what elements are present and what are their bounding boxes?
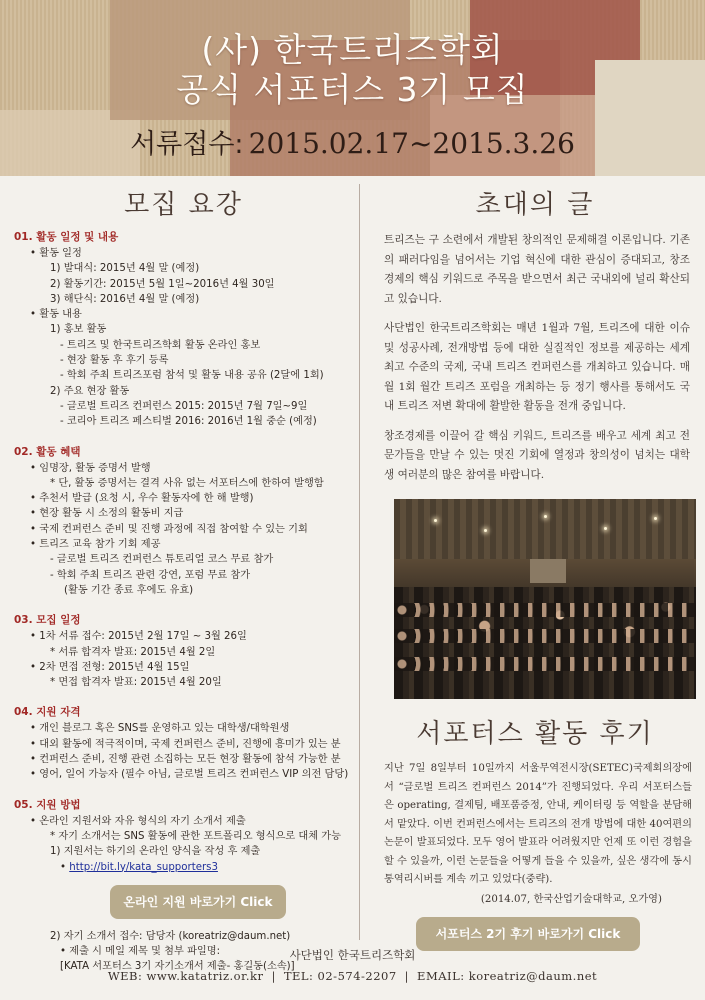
section-schedule-content: [14, 229, 359, 430]
invite-paragraph: 사단법인 한국트리즈학회는 매년 1월과 7월, 트리즈에 대한 이슈 및 성공사례, 전개방법 등에 대한 실질적인 정보를 제공하는 세계 최고 수준의 국제, 국내 트리즈 컨퍼런스를 개최하고 있습니다. 매월 1회 월간 트리즈 포럼을 개최하는 등 정기 행사를 통해서도 국내 트리즈 저변 확대에 활발한 활동을 전개 중입니다.: [384, 322, 690, 412]
invite-title: 초대의 글: [475, 190, 595, 220]
conference-photo: [394, 499, 696, 699]
deadline-value: 2015.02.17~2015.3.26: [248, 127, 575, 160]
footer-contact: [0, 969, 705, 983]
guide-title: 모집 요강: [124, 190, 243, 220]
photo-light: [484, 529, 487, 532]
review-title: 서포터스 활동 후기: [416, 719, 654, 749]
review-paragraph: 지난 7일 8일부터 10일까지 서울무역전시장(SETEC)국제회의장에서 “글로벌 트리즈 컨퍼런스 2014”가 진행되었다. 우리 서포터스들은 operating, 결제팀, 배포품증정, 안내, 케이터링 등 역할을 분담해서 맡았다. 이번 컨퍼런스에서는 트리즈의 전개 방법에 대한 40여편의 논문이 발표되었다. 모두 영어 발표라 어려웠지만 언제 또 이런 경험을 할 수 있을까, 이런 논문들을 어떻게 들을 수 있을까, 싶은 생각에 동시통역리시버를 계속 끼고 있었다(중략).: [384, 763, 692, 885]
list-item: • 트리즈 교육 참가 기회 제공: [30, 539, 161, 551]
apply-form-link[interactable]: http://bit.ly/kata_supporters3: [69, 861, 218, 873]
section-heading: 04. 지원 자격: [14, 706, 81, 719]
footer: [0, 947, 705, 983]
list-item: (활동 기간 종료 후에도 유효): [64, 584, 194, 596]
section-eligibility: [14, 704, 359, 782]
list-item: [KATA 서포터스 3기 자기소개서 제출- 홍길동(소속)]: [60, 961, 295, 973]
list-item: - 학회 주최 트리즈 관련 강연, 포럼 무료 참가: [50, 569, 251, 581]
list-item: • 추천서 발급 (요청 시, 우수 활동자에 한 해 발행): [30, 493, 254, 505]
section-heading: 01. 활동 일정 및 내용: [14, 231, 119, 243]
list-item: • 2차 면접 전형: 2015년 4월 15일: [30, 661, 190, 673]
list-item: - 현장 활동 후 후기 등록: [60, 355, 169, 367]
list-item: • 현장 활동 시 소정의 활동비 지급: [30, 508, 184, 520]
photo-light: [544, 515, 547, 518]
list-item: * 면접 합격자 발표: 2015년 4월 20일: [50, 677, 222, 689]
section-recruit-schedule: [14, 612, 359, 690]
footer-email: EMAIL: koreatriz@daum.net: [417, 969, 598, 983]
list-item: • 제출 시 메일 제목 및 첨부 파일명:: [60, 946, 221, 958]
footer-separator: |: [404, 969, 410, 983]
deadline-label: 서류접수:: [130, 129, 244, 160]
list-item: • 개인 블로그 혹은 SNS를 운영하고 있는 대학생/대학원생: [30, 723, 290, 735]
section-heading: 03. 모집 일정: [14, 614, 81, 627]
list-item: 1) 홍보 활동: [50, 324, 107, 336]
footer-separator: |: [271, 969, 276, 983]
footer-web: WEB: www.katatriz.or.kr: [107, 969, 264, 983]
photo-audience-row: [394, 603, 696, 617]
review-link-button[interactable]: 서포터스 2기 후기 바로가기 Click: [416, 917, 640, 951]
section-benefits: [14, 444, 359, 599]
list-item: • 임명장, 활동 증명서 발행: [30, 462, 151, 474]
invite-paragraph: 창조경제를 이끌어 갈 핵심 키워드, 트리즈를 배우고 세계 최고 전문가들을 만날 수 있는 멋진 기회에 열정과 창의성이 넘치는 대학생 여러분의 많은 참여를 바랍니다.: [384, 429, 690, 481]
list-item: • 영어, 일어 가능자 (필수 아님, 글로벌 트리즈 컨퍼런스 VIP 의전 담당): [30, 769, 349, 781]
list-item: - 글로벌 트리즈 컨퍼런스 튜토리얼 코스 무료 참가: [50, 554, 274, 566]
list-item: * 서류 합격자 발표: 2015년 4월 2일: [50, 646, 216, 658]
section-heading: 02. 활동 혜택: [14, 445, 81, 458]
list-item: 3) 해단식: 2016년 4월 말 (예정): [50, 293, 200, 305]
photo-light: [604, 527, 607, 530]
list-item: 2) 주요 현장 활동: [50, 385, 130, 397]
list-item: 1) 지원서는 하기의 온라인 양식을 작성 후 제출: [50, 846, 261, 858]
header-title-line2: 공식 서포터스 3기 모집: [176, 70, 529, 109]
photo-light: [654, 517, 657, 520]
deadline: [0, 122, 705, 161]
list-item: - 학회 주최 트리즈포럼 참석 및 활동 내용 공유 (2달에 1회): [60, 370, 324, 382]
list-item: • 1차 서류 접수: 2015년 2월 17일 ~ 3월 26일: [30, 631, 247, 643]
footer-org: 사단법인 한국트리즈학회: [289, 948, 416, 962]
photo-stage: [530, 559, 566, 583]
list-item: 1) 발대식: 2015년 4월 말 (예정): [50, 263, 200, 275]
section-heading: 05. 지원 방법: [14, 798, 81, 811]
list-item: • 국제 컨퍼런스 준비 및 진행 과정에 직접 참여할 수 있는 기회: [30, 523, 308, 535]
list-item: * 단, 활동 증명서는 결격 사유 없는 서포터스에 한하여 발행함: [50, 477, 324, 489]
list-item: 2) 자기 소개서 접수: 담당자 (koreatriz@daum.net): [50, 930, 291, 942]
photo-audience-row: [394, 629, 696, 643]
footer-tel: TEL: 02-574-2207: [283, 969, 397, 983]
invitation-column: [372, 184, 698, 940]
list-item: - 코리아 트리즈 페스티벌 2016: 2016년 1월 중순 (예정): [60, 416, 317, 428]
header-title-line1: (사) 한국트리즈학회: [201, 30, 504, 69]
list-item: • 온라인 지원서와 자유 형식의 자기 소개서 제출: [30, 815, 246, 827]
invite-paragraph: 트리즈는 구 소련에서 개발된 창의적인 문제해결 이론입니다. 기존의 패러다임을 넘어서는 기업 혁신에 대한 관심이 증대되고, 창조 경제의 핵심 키워드로 주목을 받으면서 최근 국내외에 널리 확산되고 있습니다.: [384, 234, 690, 305]
photo-ceiling: [394, 499, 696, 559]
list-item: - 트리즈 및 한국트리즈학회 활동 온라인 홍보: [60, 339, 261, 351]
list-item: • 활동 일정: [30, 248, 82, 259]
header-banner: [0, 0, 705, 176]
link-line: • http://bit.ly/kata_supporters3: [60, 861, 218, 873]
online-apply-button[interactable]: 온라인 지원 바로가기 Click: [110, 885, 286, 919]
list-item: - 글로벌 트리즈 컨퍼런스 2015: 2015년 7월 7일~9일: [60, 400, 308, 412]
list-item: • 활동 내용: [30, 309, 82, 321]
photo-light: [434, 519, 437, 522]
photo-audience-row: [394, 657, 696, 671]
list-item: • 대외 활동에 적극적이며, 국제 컨퍼런스 준비, 진행에 흥미가 있는 분: [30, 738, 341, 750]
review-signature: (2014.07, 한국산업기술대학교, 오가영): [480, 893, 662, 905]
list-item: 2) 활동기간: 2015년 5월 1일~2016년 4월 30일: [50, 278, 275, 290]
list-item: * 자기 소개서는 SNS 활동에 관한 포트폴리오 형식으로 대체 가능: [50, 830, 341, 842]
list-item: • 컨퍼런스 준비, 진행 관련 소집하는 모든 현장 활동에 참석 가능한 분: [30, 754, 341, 766]
